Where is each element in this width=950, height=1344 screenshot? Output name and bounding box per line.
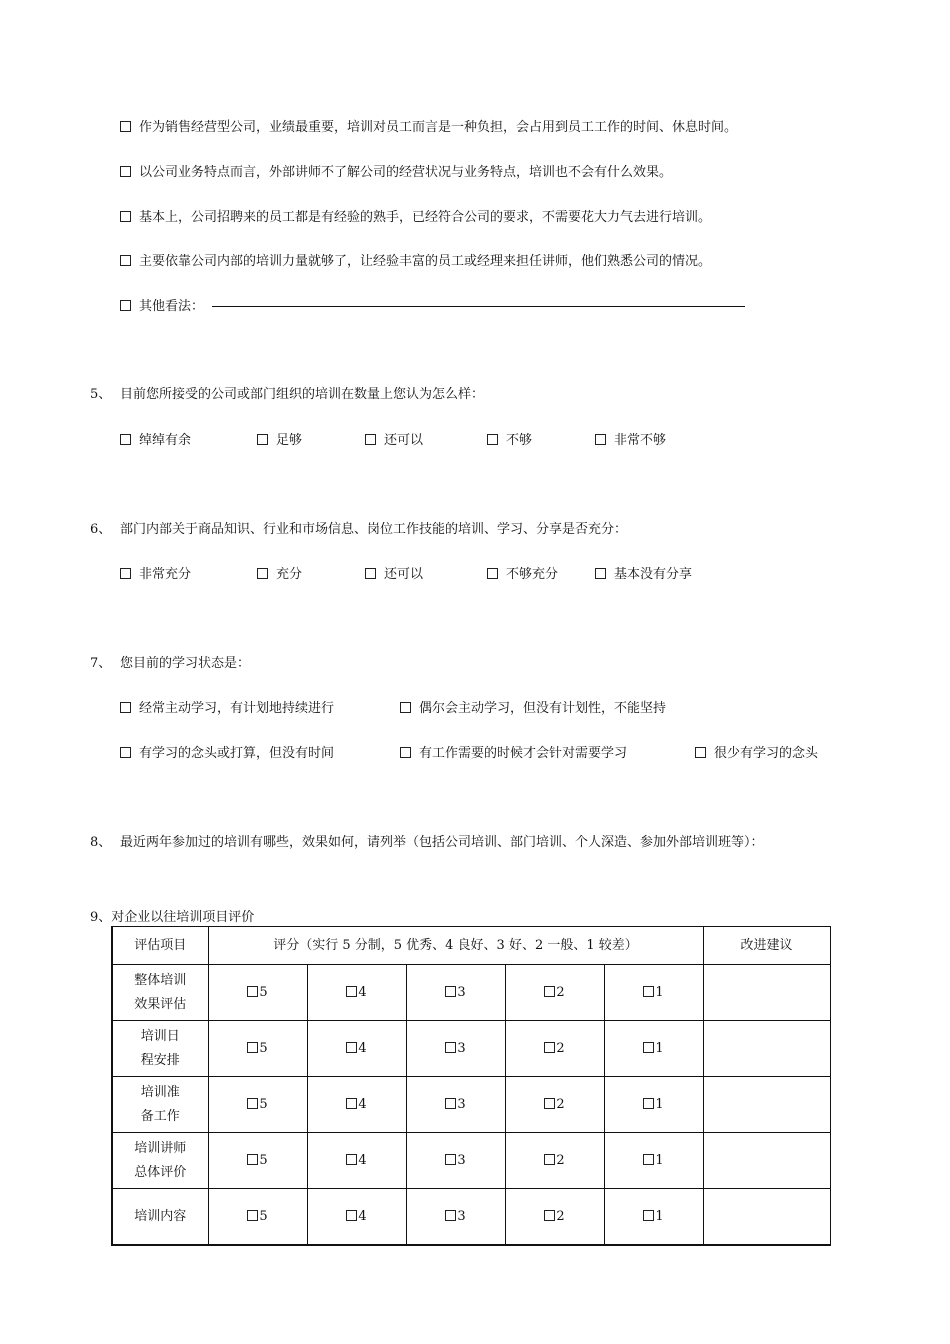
option-label: 其他看法： (139, 299, 205, 314)
score-option-3[interactable] (406, 1021, 505, 1077)
suggestion-cell[interactable] (703, 1133, 830, 1189)
option-label: 不够 (506, 433, 533, 448)
score-option-2[interactable] (505, 1077, 604, 1133)
checkbox[interactable] (247, 1042, 258, 1053)
q4-option-other[interactable] (120, 295, 204, 314)
checkbox[interactable] (544, 986, 555, 997)
option-label: 还可以 (384, 567, 424, 582)
q6-option-5[interactable] (595, 563, 692, 582)
checkbox[interactable] (595, 434, 606, 445)
score-label: 4 (358, 1208, 367, 1224)
checkbox[interactable] (595, 568, 606, 579)
question-text: 您目前的学习状态是： (120, 656, 251, 671)
score-label: 5 (259, 1152, 268, 1168)
checkbox[interactable] (544, 1154, 555, 1165)
score-label: 3 (457, 984, 466, 1000)
question-7 (90, 652, 250, 671)
table-row (112, 1189, 830, 1246)
score-option-4[interactable] (307, 1021, 406, 1077)
score-label: 1 (655, 984, 664, 1000)
option-label: 偶尔会主动学习，但没有计划性，不能坚持 (419, 701, 667, 716)
q4-option-1[interactable] (120, 116, 737, 135)
score-option-2[interactable] (505, 1189, 604, 1246)
score-option-5[interactable] (208, 1189, 307, 1246)
checkbox[interactable] (247, 986, 258, 997)
score-option-1[interactable] (604, 1021, 703, 1077)
score-label: 3 (457, 1152, 466, 1168)
option-label: 作为销售经营型公司，业绩最重要，培训对员工而言是一种负担，会占用到员工工作的时间、休息时间。 (139, 120, 738, 135)
q5-option-1[interactable] (120, 429, 191, 448)
q6-option-4[interactable] (487, 563, 558, 582)
label-line: 培训准 (140, 1084, 180, 1100)
score-option-1[interactable] (604, 1133, 703, 1189)
score-label: 5 (259, 1040, 268, 1056)
checkbox[interactable] (445, 986, 456, 997)
q7-option-2[interactable] (400, 697, 666, 716)
score-option-2[interactable] (505, 1133, 604, 1189)
question-5 (90, 383, 484, 402)
score-label: 3 (457, 1096, 466, 1112)
table-row (112, 965, 830, 1021)
score-label: 4 (358, 1040, 367, 1056)
score-label: 5 (259, 984, 268, 1000)
checkbox[interactable] (120, 255, 131, 266)
question-text: 部门内部关于商品知识、行业和市场信息、岗位工作技能的培训、学习、分享是否充分： (120, 522, 628, 537)
score-option-4[interactable] (307, 1133, 406, 1189)
question-number: 6、 (90, 522, 112, 537)
suggestion-cell[interactable] (703, 1077, 830, 1133)
checkbox[interactable] (247, 1098, 258, 1109)
score-option-3[interactable] (406, 1133, 505, 1189)
score-label: 4 (358, 1152, 367, 1168)
option-label: 还可以 (384, 433, 424, 448)
label-line: 培训内容 (134, 1208, 187, 1224)
label-line: 培训日 (140, 1028, 180, 1044)
score-option-2[interactable] (505, 965, 604, 1021)
score-label: 4 (358, 984, 367, 1000)
score-label: 2 (556, 1040, 565, 1056)
q4-option-2[interactable] (120, 161, 672, 180)
eval-item-label (112, 1021, 208, 1077)
checkbox[interactable] (445, 1154, 456, 1165)
q5-option-2[interactable] (257, 429, 302, 448)
question-number: 5、 (90, 387, 112, 402)
q7-option-4[interactable] (400, 742, 627, 761)
score-label: 2 (556, 1096, 565, 1112)
label-line: 效果评估 (134, 996, 187, 1012)
checkbox[interactable] (544, 1098, 555, 1109)
checkbox[interactable] (643, 1210, 654, 1221)
score-label: 5 (259, 1208, 268, 1224)
checkbox[interactable] (544, 1210, 555, 1221)
table-row (112, 1077, 830, 1133)
option-label: 基本上，公司招聘来的员工都是有经验的熟手，已经符合公司的要求，不需要花大力气去进行培训。 (139, 210, 712, 225)
q4-option-3[interactable] (120, 206, 711, 225)
option-label: 非常不够 (614, 433, 667, 448)
eval-item-label (112, 965, 208, 1021)
checkbox[interactable] (346, 1098, 357, 1109)
option-label: 基本没有分享 (614, 567, 693, 582)
score-option-5[interactable] (208, 1133, 307, 1189)
q4-option-4[interactable] (120, 250, 711, 269)
score-label: 4 (358, 1096, 367, 1112)
score-option-1[interactable] (604, 1077, 703, 1133)
other-opinion-blank-line[interactable] (212, 306, 745, 307)
checkbox[interactable] (120, 434, 131, 445)
checkbox[interactable] (346, 1042, 357, 1053)
training-evaluation-table (111, 926, 831, 1246)
score-label: 2 (556, 1152, 565, 1168)
q5-option-4[interactable] (487, 429, 532, 448)
header-suggestion: 改进建议 (703, 927, 830, 965)
score-label: 5 (259, 1096, 268, 1112)
checkbox[interactable] (365, 434, 376, 445)
question-6 (90, 518, 627, 537)
checkbox[interactable] (400, 747, 411, 758)
checkbox[interactable] (346, 1154, 357, 1165)
suggestion-cell[interactable] (703, 965, 830, 1021)
label-line: 培训讲师 (134, 1140, 187, 1156)
checkbox[interactable] (247, 1210, 258, 1221)
checkbox[interactable] (487, 434, 498, 445)
option-label: 充分 (276, 567, 303, 582)
checkbox[interactable] (643, 1154, 654, 1165)
score-option-2[interactable] (505, 1021, 604, 1077)
option-label: 非常充分 (139, 567, 192, 582)
checkbox[interactable] (544, 1042, 555, 1053)
score-option-3[interactable] (406, 1189, 505, 1246)
option-label: 以公司业务特点而言，外部讲师不了解公司的经营状况与业务特点，培训也不会有什么效果。 (139, 165, 673, 180)
suggestion-cell[interactable] (703, 1021, 830, 1077)
checkbox[interactable] (120, 568, 131, 579)
score-option-3[interactable] (406, 965, 505, 1021)
score-label: 2 (556, 984, 565, 1000)
checkbox[interactable] (487, 568, 498, 579)
q6-option-3[interactable] (365, 563, 423, 582)
header-score: 评分（实行 5 分制，5 优秀、4 良好、3 好、2 一般、1 较差） (208, 927, 703, 965)
label-line: 总体评价 (134, 1164, 187, 1180)
question-number: 8、 (90, 835, 112, 850)
score-option-5[interactable] (208, 1077, 307, 1133)
table-row (112, 1133, 830, 1189)
suggestion-cell[interactable] (703, 1189, 830, 1246)
checkbox[interactable] (346, 986, 357, 997)
checkbox[interactable] (445, 1098, 456, 1109)
checkbox[interactable] (120, 300, 131, 311)
q6-option-2[interactable] (257, 563, 302, 582)
checkbox[interactable] (120, 702, 131, 713)
question-9-title: 9、对企业以往培训项目评价 (90, 910, 255, 925)
score-option-1[interactable] (604, 1189, 703, 1246)
score-option-3[interactable] (406, 1077, 505, 1133)
checkbox[interactable] (257, 568, 268, 579)
score-label: 1 (655, 1152, 664, 1168)
question-number: 7、 (90, 656, 112, 671)
checkbox[interactable] (643, 986, 654, 997)
score-option-5[interactable] (208, 1021, 307, 1077)
score-option-1[interactable] (604, 965, 703, 1021)
q7-option-1[interactable] (120, 697, 334, 716)
checkbox[interactable] (257, 434, 268, 445)
eval-item-label (112, 1189, 208, 1246)
checkbox[interactable] (120, 121, 131, 132)
header-item: 评估项目 (112, 927, 208, 965)
score-option-4[interactable] (307, 1077, 406, 1133)
q7-option-5[interactable] (695, 742, 818, 761)
checkbox[interactable] (120, 747, 131, 758)
checkbox[interactable] (120, 211, 131, 222)
score-label: 3 (457, 1208, 466, 1224)
checkbox[interactable] (120, 166, 131, 177)
option-label: 绰绰有余 (139, 433, 192, 448)
q5-option-3[interactable] (365, 429, 423, 448)
checkbox[interactable] (247, 1154, 258, 1165)
label-line: 整体培训 (134, 972, 187, 988)
option-label: 主要依靠公司内部的培训力量就够了，让经验丰富的员工或经理来担任讲师，他们熟悉公司的情况。 (139, 254, 712, 269)
checkbox[interactable] (400, 702, 411, 713)
question-8 (90, 831, 764, 850)
eval-item-label (112, 1077, 208, 1133)
checkbox[interactable] (365, 568, 376, 579)
checkbox[interactable] (346, 1210, 357, 1221)
label-line: 备工作 (140, 1108, 180, 1124)
score-label: 1 (655, 1096, 664, 1112)
table-header-row (112, 927, 830, 965)
question-text: 目前您所接受的公司或部门组织的培训在数量上您认为怎么样： (120, 387, 485, 402)
option-label: 有工作需要的时候才会针对需要学习 (419, 746, 628, 761)
option-label: 经常主动学习，有计划地持续进行 (139, 701, 335, 716)
score-option-5[interactable] (208, 965, 307, 1021)
score-label: 2 (556, 1208, 565, 1224)
score-label: 1 (655, 1208, 664, 1224)
option-label: 不够充分 (506, 567, 559, 582)
checkbox[interactable] (695, 747, 706, 758)
eval-item-label (112, 1133, 208, 1189)
question-text: 最近两年参加过的培训有哪些，效果如何，请列举（包括公司培训、部门培训、个人深造、参加外部培训班等）： (120, 835, 764, 850)
checkbox[interactable] (643, 1098, 654, 1109)
option-label: 足够 (276, 433, 303, 448)
option-label: 很少有学习的念头 (714, 746, 819, 761)
table-row (112, 1021, 830, 1077)
q6-option-1[interactable] (120, 563, 191, 582)
score-option-4[interactable] (307, 965, 406, 1021)
checkbox[interactable] (643, 1042, 654, 1053)
q5-option-5[interactable] (595, 429, 666, 448)
score-option-4[interactable] (307, 1189, 406, 1246)
checkbox[interactable] (445, 1042, 456, 1053)
checkbox[interactable] (445, 1210, 456, 1221)
q7-option-3[interactable] (120, 742, 334, 761)
score-label: 1 (655, 1040, 664, 1056)
score-label: 3 (457, 1040, 466, 1056)
label-line: 程安排 (140, 1052, 180, 1068)
option-label: 有学习的念头或打算，但没有时间 (139, 746, 335, 761)
